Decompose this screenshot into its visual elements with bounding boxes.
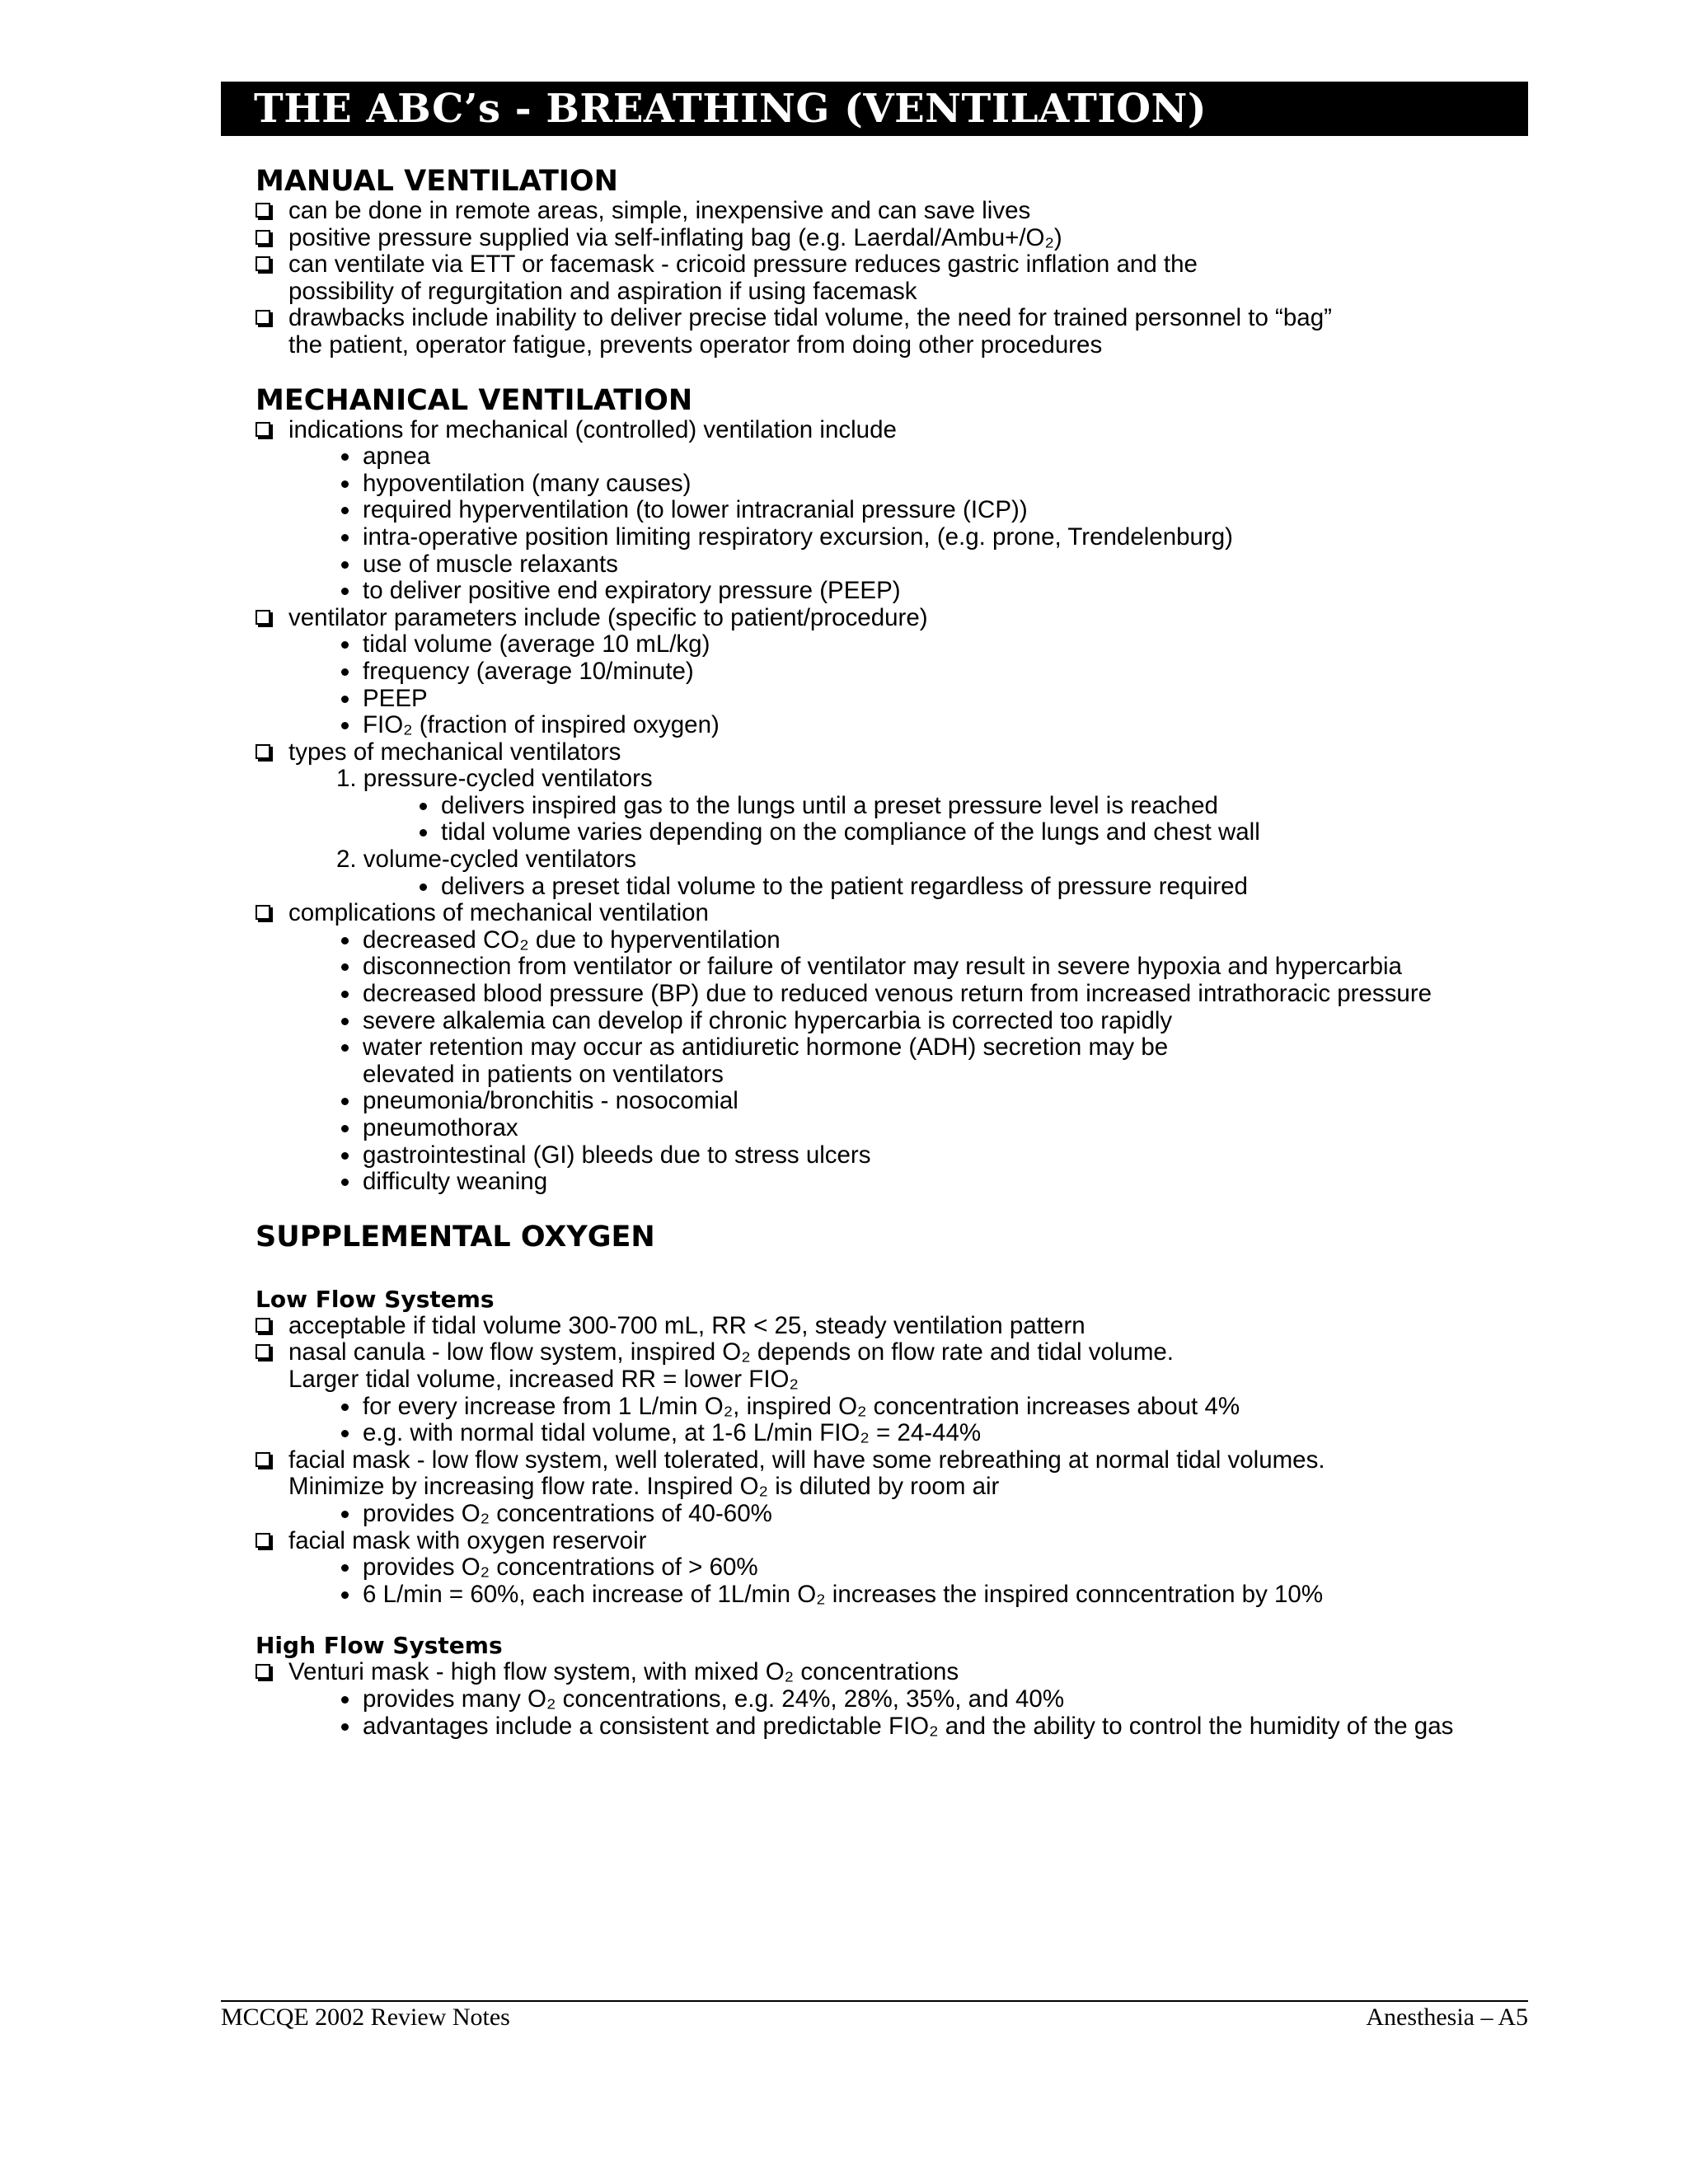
list-item: facial mask with oxygen reservoir	[256, 1528, 1541, 1555]
list-item: types of mechanical ventilators	[256, 739, 1541, 766]
sub-bullet: water retention may occur as antidiuretic hormone (ADH) secretion may be	[256, 1034, 1541, 1062]
bullet-icon	[341, 507, 349, 514]
sub-bullet: intra-operative position limiting respiratory excursion, (e.g. prone, Trendelenburg)	[256, 524, 1541, 551]
checkbox-bullet-icon	[256, 230, 270, 245]
sub-bullet: apnea	[256, 443, 1541, 471]
footer-publication: MCCQE 2002 Review Notes	[221, 2004, 510, 2031]
list-item-continuation: Larger tidal volume, increased RR = lower FIO₂	[288, 1365, 799, 1393]
bullet-icon	[341, 1591, 349, 1599]
sub-bullet: FIO₂ (fraction of inspired oxygen)	[256, 712, 1541, 739]
bullet-icon	[341, 1511, 349, 1518]
list-item: facial mask - low flow system, well tolerated, will have some rebreathing at normal tidal volumes.	[256, 1447, 1541, 1474]
sub-bullet: 6 L/min = 60%, each increase of 1L/min O₂ increases the inspired conncentration by 10%	[256, 1582, 1541, 1609]
numbered-item: 2. volume-cycled ventilators	[336, 846, 636, 874]
sub-sub-bullet: delivers a preset tidal volume to the patient regardless of pressure required	[256, 874, 1541, 901]
checkbox-bullet-icon	[256, 905, 270, 920]
sub-sub-bullet: delivers inspired gas to the lungs until a preset pressure level is reached	[256, 793, 1541, 820]
sub-bullet: difficulty weaning	[256, 1169, 1541, 1196]
bullet-icon	[341, 722, 349, 729]
sub-bullet: PEEP	[256, 686, 1541, 713]
bullet-icon	[341, 1125, 349, 1132]
sub-bullet: gastrointestinal (GI) bleeds due to stress ulcers	[256, 1142, 1541, 1169]
bullet-icon	[341, 1696, 349, 1704]
list-item: can ventilate via ETT or facemask - cricoid pressure reduces gastric inflation and the	[256, 251, 1541, 279]
numbered-item: 1. pressure-cycled ventilators	[336, 765, 653, 793]
checkbox-bullet-icon	[256, 1533, 270, 1548]
footer-divider	[221, 2000, 1528, 2002]
bullet-icon	[341, 1430, 349, 1437]
sub-bullet: to deliver positive end expiratory pressure (PEEP)	[256, 578, 1541, 605]
bullet-icon	[341, 1404, 349, 1411]
list-item: nasal canula - low flow system, inspired O₂ depends on flow rate and tidal volume.	[256, 1339, 1541, 1366]
bullet-icon	[341, 588, 349, 595]
high-flow-heading: High Flow Systems	[256, 1632, 503, 1660]
page-title-bar	[221, 82, 1528, 136]
bullet-icon	[341, 1018, 349, 1025]
bullet-icon	[341, 1044, 349, 1052]
sub-bullet: for every increase from 1 L/min O₂, inspired O₂ concentration increases about 4%	[256, 1394, 1541, 1421]
sub-bullet: pneumonia/bronchitis - nosocomial	[256, 1088, 1541, 1115]
mechanical-ventilation-heading: MECHANICAL VENTILATION	[256, 383, 693, 417]
bullet-icon	[420, 829, 427, 837]
list-item: positive pressure supplied via self-inflating bag (e.g. Laerdal/Ambu+/O₂)	[256, 225, 1541, 252]
sub-bullet: decreased CO₂ due to hyperventilation	[256, 927, 1541, 954]
list-item: acceptable if tidal volume 300-700 mL, RR < 25, steady ventilation pattern	[256, 1313, 1541, 1340]
supplemental-oxygen-heading: SUPPLEMENTAL OXYGEN	[256, 1220, 655, 1254]
bullet-icon	[341, 480, 349, 488]
bullet-icon	[341, 963, 349, 971]
low-flow-heading: Low Flow Systems	[256, 1285, 495, 1313]
sub-bullet: pneumothorax	[256, 1115, 1541, 1142]
list-item-continuation: possibility of regurgitation and aspiration if using facemask	[288, 277, 917, 305]
checkbox-bullet-icon	[256, 610, 270, 625]
bullet-icon	[341, 641, 349, 649]
list-item: ventilator parameters include (specific to patient/procedure)	[256, 605, 1541, 632]
bullet-icon	[341, 991, 349, 998]
sub-bullet: hypoventilation (many causes)	[256, 471, 1541, 498]
bullet-icon	[341, 561, 349, 569]
checkbox-bullet-icon	[256, 1664, 270, 1679]
bullet-icon	[341, 1564, 349, 1572]
checkbox-bullet-icon	[256, 256, 270, 271]
sub-sub-bullet: tidal volume varies depending on the compliance of the lungs and chest wall	[256, 819, 1541, 846]
sub-bullet: severe alkalemia can develop if chronic hypercarbia is corrected too rapidly	[256, 1008, 1541, 1035]
list-item: can be done in remote areas, simple, inexpensive and can save lives	[256, 198, 1541, 225]
footer-page-number: Anesthesia – A5	[1366, 2004, 1528, 2031]
bullet-icon	[341, 1179, 349, 1186]
document-body	[256, 165, 1541, 1740]
sub-bullet: provides many O₂ concentrations, e.g. 24%, 28%, 35%, and 40%	[256, 1686, 1541, 1713]
bullet-icon	[420, 883, 427, 891]
list-item: complications of mechanical ventilation	[256, 900, 1541, 927]
sub-bullet: e.g. with normal tidal volume, at 1-6 L/min FIO₂ = 24-44%	[256, 1420, 1541, 1447]
bullet-icon	[341, 1723, 349, 1731]
list-item: indications for mechanical (controlled) ventilation include	[256, 417, 1541, 444]
sub-bullet-continuation: elevated in patients on ventilators	[363, 1060, 724, 1088]
sub-bullet: decreased blood pressure (BP) due to reduced venous return from increased intrathoracic pressure	[256, 981, 1541, 1008]
bullet-icon	[341, 534, 349, 541]
sub-bullet: use of muscle relaxants	[256, 551, 1541, 579]
checkbox-bullet-icon	[256, 310, 270, 325]
manual-ventilation-heading: MANUAL VENTILATION	[256, 165, 618, 198]
checkbox-bullet-icon	[256, 203, 270, 218]
bullet-icon	[341, 453, 349, 461]
list-item-continuation: Minimize by increasing flow rate. Inspired O₂ is diluted by room air	[288, 1473, 1000, 1501]
checkbox-bullet-icon	[256, 744, 270, 759]
bullet-icon	[341, 1152, 349, 1160]
sub-bullet: disconnection from ventilator or failure of ventilator may result in severe hypoxia and hypercarbia	[256, 954, 1541, 981]
sub-bullet: provides O₂ concentrations of 40-60%	[256, 1501, 1541, 1528]
list-item-continuation: the patient, operator fatigue, prevents operator from doing other procedures	[288, 330, 1103, 359]
sub-bullet: frequency (average 10/minute)	[256, 658, 1541, 686]
checkbox-bullet-icon	[256, 422, 270, 437]
checkbox-bullet-icon	[256, 1452, 270, 1467]
checkbox-bullet-icon	[256, 1318, 270, 1333]
bullet-icon	[341, 668, 349, 676]
bullet-icon	[341, 937, 349, 944]
bullet-icon	[341, 696, 349, 703]
sub-bullet: required hyperventilation (to lower intracranial pressure (ICP))	[256, 497, 1541, 524]
sub-bullet: advantages include a consistent and predictable FIO₂ and the ability to control the humidity of the gas	[256, 1713, 1541, 1741]
bullet-icon	[420, 803, 427, 810]
sub-bullet: tidal volume (average 10 mL/kg)	[256, 631, 1541, 658]
checkbox-bullet-icon	[256, 1344, 270, 1359]
list-item: Venturi mask - high flow system, with mixed O₂ concentrations	[256, 1659, 1541, 1686]
sub-bullet: provides O₂ concentrations of > 60%	[256, 1554, 1541, 1582]
page-title: THE ABC’s - BREATHING (VENTILATION)	[254, 86, 1207, 132]
bullet-icon	[341, 1098, 349, 1105]
list-item: drawbacks include inability to deliver precise tidal volume, the need for trained personnel to “bag”	[256, 305, 1541, 332]
